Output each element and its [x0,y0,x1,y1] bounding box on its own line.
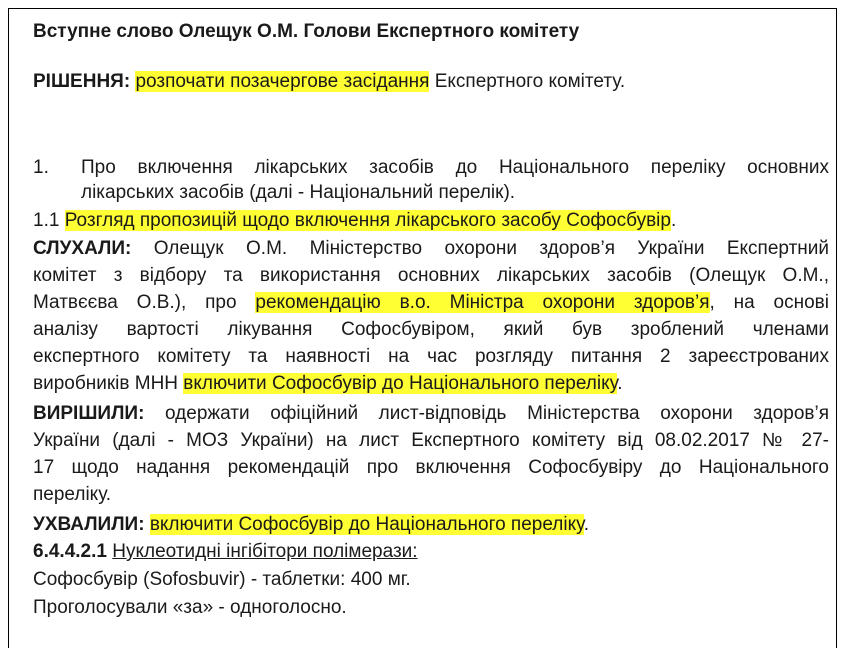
approved-label: УХВАЛИЛИ: [33,514,145,535]
approved-end: . [583,514,589,535]
heard-line1-text: Олещук О.М. Міністерство охорони здоров’я України Експертний [131,238,829,259]
item1-number: 1. [33,157,49,178]
decision-label: РІШЕННЯ: [33,71,131,92]
approved-paragraph [33,512,589,538]
heard-line6 [33,371,622,397]
document-frame [8,8,837,648]
resolved-line2: України (далі - МОЗ України) на лист Експертного комітету від 08.02.2017 № 27- [33,430,829,451]
resolved-label: ВИРІШИЛИ: [33,403,145,424]
opening-heading: Вступне слово Олещук О.М. Голови Експертного комітету [33,21,580,42]
section-title: Нуклеотидні інгібітори полімерази: [112,541,418,562]
decision-rest: Експертного комітету. [429,71,626,92]
resolved-line1-text: одержати офіційний лист-відповідь Міністерства охорони здоров’я [144,403,829,424]
resolved-line3: 17 щодо надання рекомендацій про включення Софосбувіру до Національного [33,457,829,478]
item11-highlight: Розгляд пропозицій щодо включення лікарського засобу Софосбувір [64,210,671,231]
heard-line2: комітет з відбору та використання основних лікарських засобів (Олещук О.М., [33,265,829,286]
heard-line1 [33,236,829,262]
heard-line6-pre: виробників МНН [33,373,184,394]
heard-line3 [33,290,829,316]
item11-end: . [670,210,677,231]
heard-line3-highlight: рекомендацію в.о. Міністра охорони здоров’я [255,292,710,313]
vote-line: Проголосували «за» - одноголосно. [33,597,347,618]
item1-line1: Про включення лікарських засобів до Національного переліку основних [81,157,829,178]
decision-paragraph [33,69,625,95]
heard-line4: аналізу вартості лікування Софосбувіром, який був зроблений членами [33,319,829,340]
resolved-line4: переліку. [33,484,112,505]
drug-line: Софосбувір (Sofosbuvir) - таблетки: 400 мг. [33,569,411,590]
resolved-line1 [33,401,829,427]
decision-highlight: розпочати позачергове засідання [135,71,430,92]
heard-line3-pre: Матвєєва О.В.), про [33,292,256,313]
heard-line3-post: , на основі [709,292,829,313]
approved-highlight: включити Софосбувір до Національного переліку [149,514,584,535]
section-heading [33,539,418,565]
heard-label: СЛУХАЛИ: [33,238,132,259]
item11-paragraph [33,208,676,234]
heard-line5: експертного комітету та наявності на час розгляду питання 2 зареєстрованих [33,346,829,367]
section-code: 6.4.4.2.1 [33,541,107,562]
heard-line6-post: . [617,373,623,394]
item1-line2: лікарських засобів (далі - Національний перелік). [81,182,516,203]
item11-number: 1.1 [33,210,65,231]
heard-line6-highlight: включити Софосбувір до Національного переліку [183,373,618,394]
